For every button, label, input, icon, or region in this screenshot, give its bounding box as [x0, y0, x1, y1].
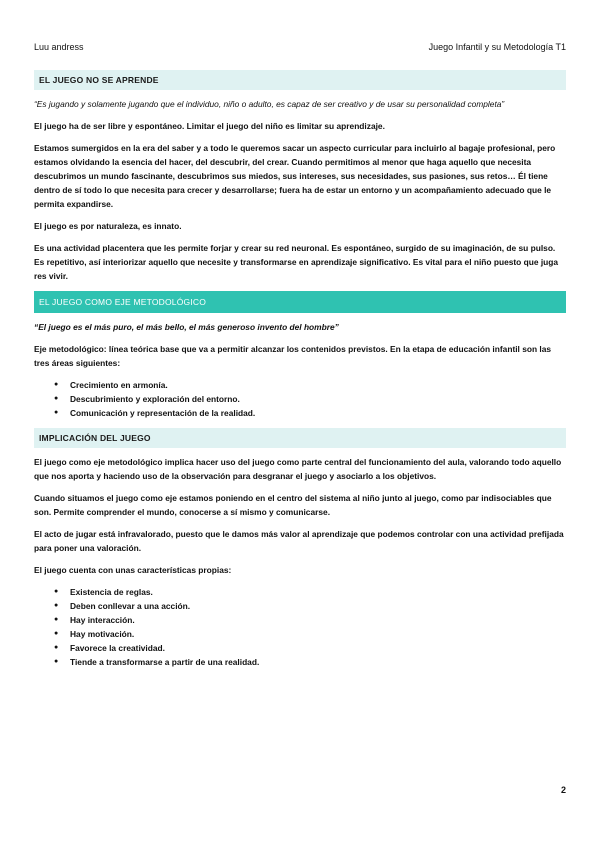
paragraph-implica: El juego como eje metodológico implica hacer uso del juego como parte central del funcionamiento del aula, valorando todo aquello que nos aporta y haciendo uso de la observación para desgranar el juego y asociarlo a los objetivos. [34, 457, 562, 481]
list-item: ● Tiende a transformarse a partir de una realidad. [34, 655, 566, 669]
paragraph-situamos: Cuando situamos el juego como eje estamos poniendo en el centro del sistema al niño junto al juego, como par indisociables que son. Permite comprender el mundo, conocerse a sí mismo y comunicarse. [34, 493, 552, 517]
list-item: ● Crecimiento en armonía. [34, 378, 566, 392]
paragraph-eje-metodologico: Eje metodológico: línea teórica base que va a permitir alcanzar los contenidos previstos. En la etapa de educación infantil son las tres áreas siguientes: [34, 344, 552, 368]
section-heading-eje-metodologico: EL JUEGO COMO EJE METODOLÓGICO [34, 291, 566, 313]
paragraph-caracteristicas: El juego cuenta con unas características propias: [34, 565, 232, 575]
list-item: ● Deben conllevar a una acción. [34, 599, 566, 613]
page-content [34, 70, 566, 677]
paragraph-era-del-saber: Estamos sumergidos en la era del saber y a todo le queremos sacar un aspecto curricular para incluirlo al bagaje profesional, pero estamos olvidando la esencia del hacer, del descubrir, del crear. Cuando permitimos al menor que haga aquello que necesita descubrimos un mundo fascinante, descubrimos sus miedos, sus intereses, sus necesidades, sus pasiones, sus retos… Él tiene dentro de sí todo lo que necesita para crecer y desarrollarse; fuera ha de estar un entorno y un acompañamiento adecuado que le permita expandirse. [34, 143, 556, 209]
paragraph-infravalorado: El acto de jugar está infravalorado, puesto que le damos más valor al aprendizaje que podemos controlar con una actividad prefijada para poner una valoración. [34, 529, 564, 553]
quote-jugando: “Es jugando y solamente jugando que el individuo, niño o adulto, es capaz de ser creativo y de usar su personalidad completa” [34, 99, 505, 109]
list-caracteristicas [34, 585, 566, 669]
list-item: ● Existencia de reglas. [34, 585, 566, 599]
paragraph-actividad-placentera: Es una actividad placentera que les permite forjar y crear su red neuronal. Es espontáneo, surgido de su imaginación, de su pulso. Es repetitivo, así interiorizar aquello que necesite y transformarse en aprendizaje significativo. Es vital para el niño puesto que juga res vivir. [34, 243, 559, 281]
list-item: ● Favorece la creatividad. [34, 641, 566, 655]
paragraph-innato: El juego es por naturaleza, es innato. [34, 221, 182, 231]
page-number: 2 [560, 785, 566, 795]
list-item: ● Hay motivación. [34, 627, 566, 641]
header-author: Luu andress [34, 42, 84, 52]
section-heading-juego-no-se-aprende: EL JUEGO NO SE APRENDE [34, 70, 566, 90]
list-item: ● Comunicación y representación de la realidad. [34, 406, 566, 420]
quote-invento-del-hombre: “El juego es el más puro, el más bello, el más generoso invento del hombre” [34, 322, 339, 332]
paragraph-libre-espontaneo: El juego ha de ser libre y espontáneo. Limitar el juego del niño es limitar su aprendizaje. [34, 121, 385, 131]
list-item: ● Hay interacción. [34, 613, 566, 627]
list-areas [34, 378, 566, 420]
header-course: Juego Infantil y su Metodología T1 [428, 42, 566, 52]
list-item: ● Descubrimiento y exploración del entorno. [34, 392, 566, 406]
section-heading-implicacion: IMPLICACIÓN DEL JUEGO [34, 428, 566, 448]
